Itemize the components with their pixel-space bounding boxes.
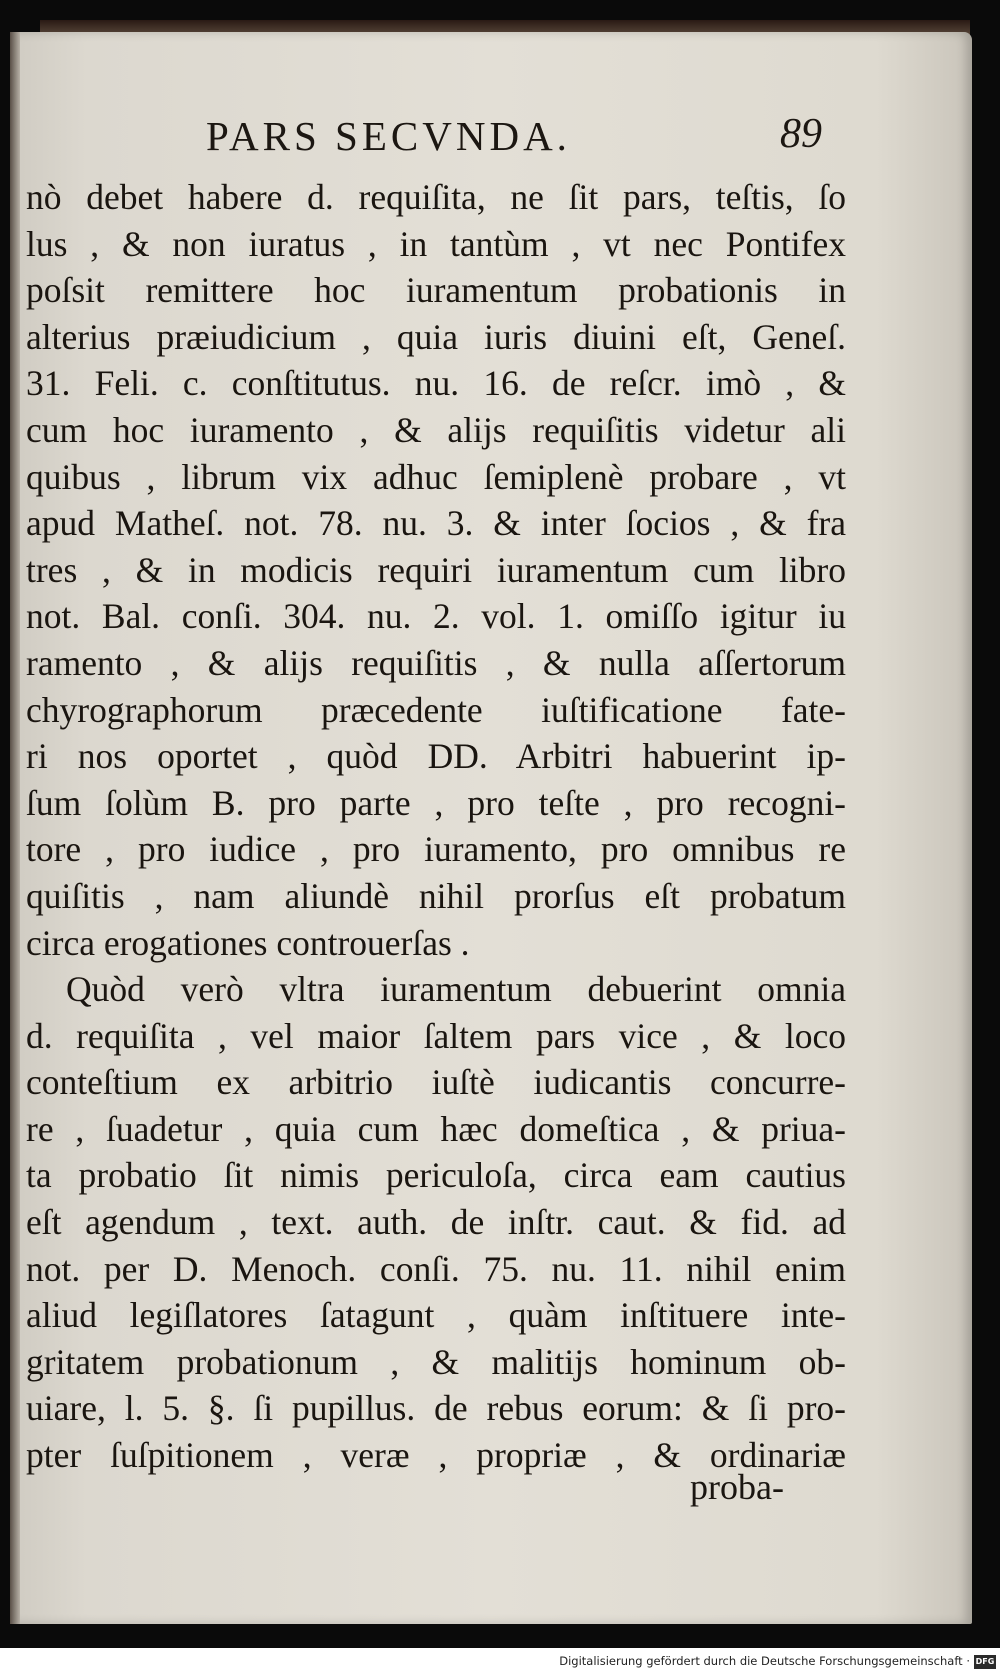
catchword: proba-	[690, 1467, 784, 1507]
text-line: 31. Feli. c. conſtitutus. nu. 16. de reſcr. imò , &	[26, 363, 846, 404]
text-line: eſt agendum , text. auth. de inſtr. caut. & fid. ad	[26, 1202, 846, 1243]
text-line: ta probatio ſit nimis periculoſa, circa eam cautius	[26, 1155, 846, 1196]
digitization-credit: Digitalisierung gefördert durch die Deutsche Forschungsgemeinschaft ·	[559, 1654, 970, 1668]
text-line: not. per D. Menoch. conſi. 75. nu. 11. nihil enim	[26, 1248, 846, 1289]
text-line: tres , & in modicis requiri iuramentum cum libro	[26, 549, 846, 590]
running-header	[10, 94, 972, 159]
text-line: quibus , librum vix adhuc ſemiplenè probare , vt	[26, 456, 846, 497]
paragraph-start-line: Quòd verò vltra iuramentum debuerint omnia	[66, 969, 846, 1010]
text-line: nò debet habere d. requiſita, ne ſit pars, teſtis, ſo	[26, 177, 846, 217]
text-line: tore , pro iudice , pro iuramento, pro omnibus re	[26, 829, 846, 870]
footer-bar	[0, 1652, 1000, 1677]
text-line: d. requiſita , vel maior ſaltem pars vice , & loco	[26, 1015, 846, 1056]
text-line: not. Bal. conſi. 304. nu. 2. vol. 1. omiſſo igitur iu	[26, 596, 846, 637]
dfg-logo-icon: DFG	[974, 1655, 996, 1669]
text-line: pter ſuſpitionem , veræ , propriæ , & ordinariæ	[26, 1435, 846, 1476]
text-line: apud Matheſ. not. 78. nu. 3. & inter ſocios , & fra	[26, 503, 846, 544]
text-line: re , ſuadetur , quia cum hæc domeſtica , & priua-	[26, 1108, 846, 1149]
text-line: chyrographorum præcedente iuſtificatione fate-	[26, 689, 846, 730]
text-line: ſum ſolùm B. pro parte , pro teſte , pro recogni-	[26, 782, 846, 823]
text-line: alterius præiudicium , quia iuris diuini eſt, Geneſ.	[26, 316, 846, 357]
running-title: PARS SECVNDA.	[206, 113, 571, 159]
text-line: cum hoc iuramento , & alijs requiſitis videtur ali	[26, 409, 846, 450]
text-line: conteſtium ex arbitrio iuſtè iudicantis concurre-	[26, 1062, 846, 1103]
text-line: quiſitis , nam aliundè nihil prorſus eſt probatum	[26, 875, 846, 916]
page-number: 89	[780, 111, 822, 157]
text-line: ri nos oportet , quòd DD. Arbitri habuerint ip-	[26, 736, 846, 777]
text-line: lus , & non iuratus , in tantùm , vt nec Pontifex	[26, 223, 846, 264]
text-line: gritatem probationum , & malitijs hominum ob-	[26, 1341, 846, 1382]
text-line: uiare, l. 5. §. ſi pupillus. de rebus eorum: & ſi pro-	[26, 1388, 846, 1429]
body-text	[26, 174, 846, 1479]
text-line: poſsit remittere hoc iuramentum probationis in	[26, 270, 846, 311]
page-gutter	[10, 32, 20, 1624]
text-line: aliud legiſlatores ſatagunt , quàm inſtituere inte-	[26, 1295, 846, 1336]
book-page	[10, 32, 972, 1624]
text-line: ramento , & alijs requiſitis , & nulla aſſertorum	[26, 642, 846, 683]
text-line: circa erogationes controuerſas .	[26, 922, 470, 963]
